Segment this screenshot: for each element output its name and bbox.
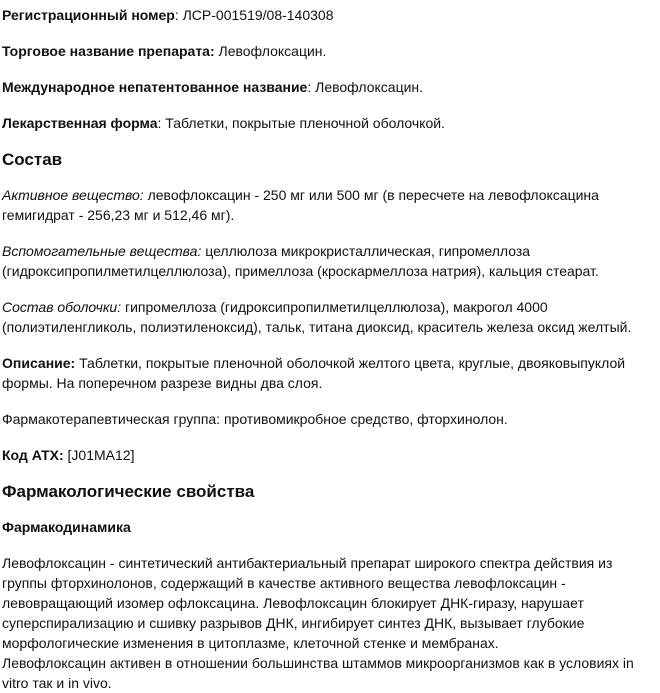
pharmacodynamics-line: левовращающий изомер офлоксацина. Левофлоксацин блокирует ДНК-гиразу, нарушает [2, 595, 584, 611]
pharmacological-properties-heading: Фармакологические свойства [2, 482, 255, 501]
pharmacodynamics-line: vitro так и in vivo. [2, 675, 112, 691]
active-substance-line1: левофлоксацин - 250 мг или 500 мг (в пересчете на левофлоксацина [143, 187, 599, 203]
coating-label: Состав оболочки: [2, 299, 122, 315]
description-line1: Таблетки, покрытые пленочной оболочкой желтого цвета, круглые, двояковыпуклой [75, 355, 626, 371]
description [2, 353, 660, 393]
pharmacodynamics-line: группы фторхинолонов, содержащий в качестве активного вещества левофлоксацин - [2, 575, 566, 591]
active-substance [2, 185, 660, 225]
pharmacodynamics-heading: Фармакодинамика [2, 519, 131, 535]
coating-line2: (полиэтиленгликоль, полиэтиленоксид), тальк, титана диоксид, краситель железа оксид желтый. [2, 319, 632, 335]
pharmacotherapeutic-group: Фармакотерапевтическая группа: противомикробное средство, фторхинолон. [2, 411, 508, 427]
excipients-line2: (гидроксипропилметилцеллюлоза), примеллоза (кроскармеллоза натрия), кальция стеарат. [2, 263, 599, 279]
pharmacodynamics-text [2, 553, 660, 693]
active-substance-line2: гемигидрат - 256,23 мг и 512,46 мг). [2, 207, 235, 223]
inn-name [2, 77, 660, 97]
registration-number [2, 5, 660, 25]
trade-name [2, 41, 660, 61]
trade-name-value: Левофлоксацин. [214, 43, 327, 59]
registration-number-label: Регистрационный номер [2, 7, 175, 23]
atc-code-value: [J01MA12] [63, 447, 135, 463]
dosage-form [2, 113, 660, 133]
active-substance-label: Активное вещество: [2, 187, 144, 203]
inn-name-value: : Левофлоксацин. [307, 79, 424, 95]
excipients-line1: целлюлоза микрокристаллическая, гипромеллоза [201, 243, 531, 259]
registration-number-value: : ЛСР-001519/08-140308 [174, 7, 334, 23]
dosage-form-value: : Таблетки, покрытые пленочной оболочкой. [157, 115, 445, 131]
dosage-form-label: Лекарственная форма [2, 115, 158, 131]
inn-name-label: Международное непатентованное название [2, 79, 308, 95]
description-label: Описание: [2, 355, 76, 371]
pharmacodynamics-line: Левофлоксацин - синтетический антибактериальный препарат широкого спектра действия из [2, 555, 613, 571]
excipients-label: Вспомогательные вещества: [2, 243, 202, 259]
pharmacodynamics-line: морфологические изменения в цитоплазме, клеточной стенке и мембранах. [2, 635, 499, 651]
pharmacodynamics-line: Левофлоксацин активен в отношении большинства штаммов микроорганизмов как в условиях in [2, 655, 634, 671]
atc-code-label: Код АТХ: [2, 447, 64, 463]
coating-line1: гипромеллоза (гидроксипропилметилцеллюлоза), макрогол 4000 [121, 299, 548, 315]
excipients [2, 241, 660, 281]
atc-code [2, 445, 660, 465]
coating [2, 297, 660, 337]
composition-heading: Состав [2, 150, 63, 169]
description-line2: формы. На поперечном разрезе видны два слоя. [2, 375, 323, 391]
trade-name-label: Торговое название препарата: [2, 43, 215, 59]
pharmacodynamics-line: суперспирализацию и сшивку разрывов ДНК, ингибирует синтез ДНК, вызывает глубокие [2, 615, 585, 631]
